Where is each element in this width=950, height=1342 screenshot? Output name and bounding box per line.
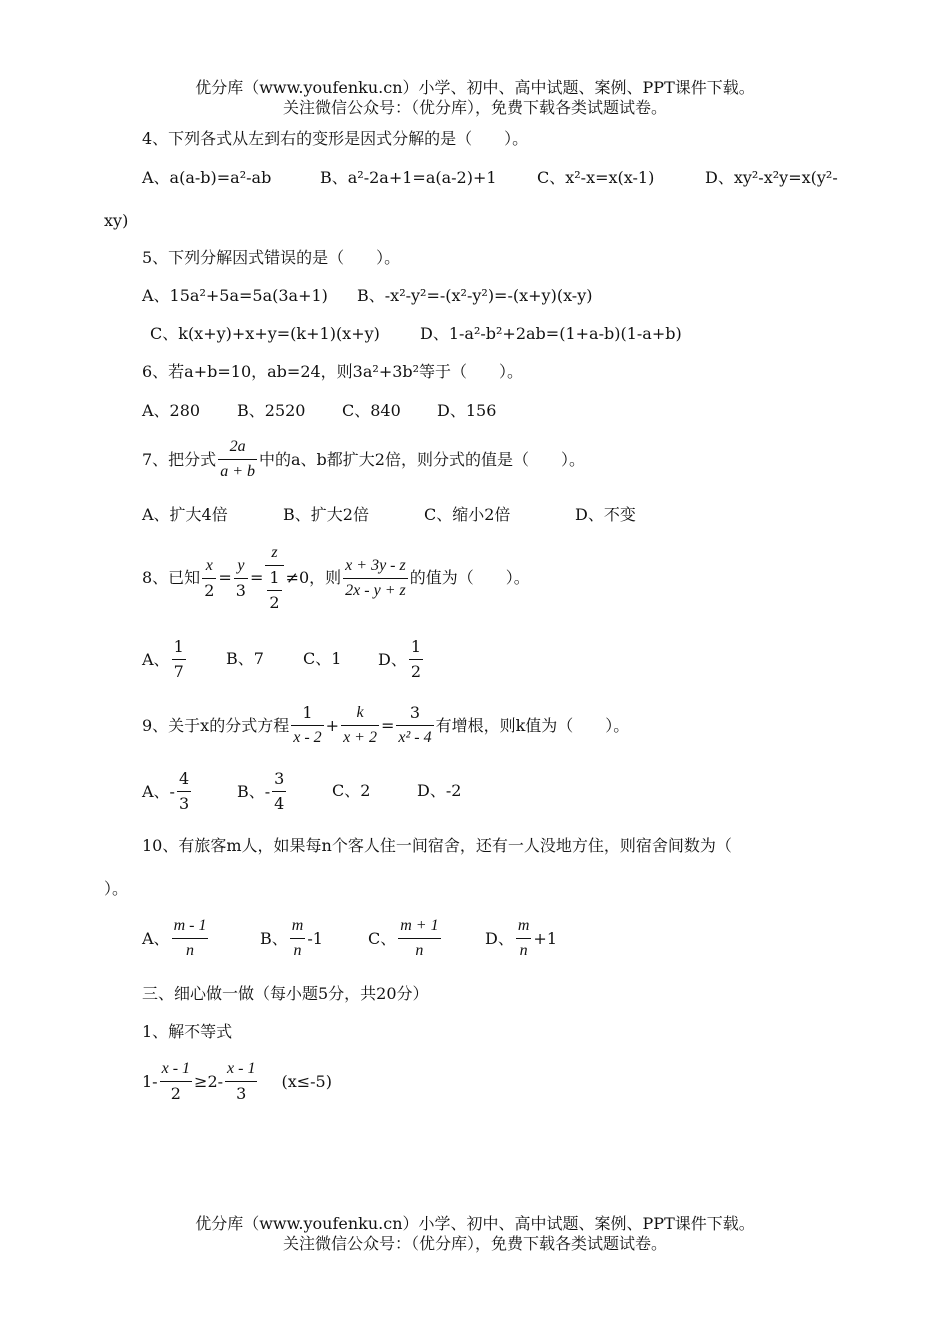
header-line-2: 关注微信公众号：（优分库），免费下载各类试题试卷。 (282, 98, 667, 117)
q5-option-d: D、1-a²-b²+2ab=(1+a-b)(1-a+b) (420, 324, 682, 343)
footer-line-2: 关注微信公众号：（优分库），免费下载各类试题试卷。 (282, 1234, 667, 1253)
q9-option-c: C、2 (332, 781, 371, 800)
q10-option-a-fraction (172, 915, 209, 962)
q9-fraction-2 (341, 702, 379, 749)
q7-option-c: C、缩小2倍 (424, 505, 511, 524)
section-3-q1-stem: 1、解不等式 (142, 1022, 233, 1041)
q8-option-a-num: 1 (172, 636, 186, 660)
q8-fraction-z-num: z (265, 542, 283, 566)
q9-option-a-den: 3 (178, 794, 190, 813)
q8-fraction-x (202, 555, 216, 602)
q5-option-b: B、-x²-y²=-(x²-y²)=-(x+y)(x-y) (357, 286, 593, 305)
q10-option-d-tail: +1 (533, 928, 557, 948)
q4-option-d-cont: xy) (104, 211, 129, 230)
q10-option-d-fraction (516, 915, 532, 962)
q8-option-a-fraction (172, 636, 186, 683)
q8-fraction-x-num: x (202, 555, 216, 579)
header-line-1: 优分库（www.youfenku.cn）小学、初中、高中试题、案例、PPT课件下载。 (195, 78, 755, 97)
q8-suffix: 的值为（ ）。 (409, 568, 530, 587)
q9-fraction-1 (291, 702, 323, 749)
q10-option-c (368, 915, 443, 962)
q8-option-b: B、7 (226, 649, 264, 668)
q7-fraction-num: 2a (218, 436, 257, 460)
q10-option-a-label: A、 (142, 928, 170, 948)
q10-option-b-den: n (293, 942, 302, 959)
q8-option-d (378, 636, 425, 683)
q9-option-b-fraction (272, 768, 286, 815)
q8-fraction-expr-den: 2x - y + z (345, 581, 406, 599)
q9-equals: = (380, 715, 395, 735)
q10-option-a-den: n (186, 942, 194, 959)
q8-option-a-den: 7 (173, 662, 184, 681)
q10-option-b-tail: -1 (307, 928, 323, 948)
q4-option-d: D、xy²-x²y=x(y²- (705, 168, 838, 187)
q10-option-b-label: B、 (260, 928, 288, 948)
q8-option-d-den: 2 (410, 662, 422, 681)
q10-option-d-label: D、 (485, 928, 514, 948)
q7-option-b: B、扩大2倍 (283, 505, 369, 524)
q9-option-b (237, 768, 288, 815)
q8-equals-1: = (218, 568, 232, 587)
q8-neq-zero: ≠0 (285, 568, 310, 587)
q8-fraction-expr (343, 555, 408, 602)
inequality-fraction-1 (160, 1058, 192, 1105)
q7-option-a: A、扩大4倍 (142, 505, 228, 524)
q10-option-d-num: m (516, 915, 532, 939)
q9-suffix: 有增根，则k值为（ ）。 (435, 715, 630, 735)
q9-plus: + (325, 715, 340, 735)
q10-option-d (485, 915, 557, 962)
q9-fraction-3-den: x² - 4 (398, 729, 432, 746)
q8-fraction-z (265, 542, 283, 614)
q10-option-c-fraction (398, 915, 440, 962)
q7-prefix: 7、把分式 (142, 449, 217, 469)
q8-option-d-num: 1 (409, 636, 423, 660)
q9-option-d: D、-2 (417, 781, 462, 800)
q9-fraction-3 (396, 702, 433, 749)
inequality-fraction-1-den: 2 (170, 1084, 181, 1103)
q9-fraction-2-den: x + 2 (343, 729, 377, 746)
inequality-fraction-2-num: x - 1 (225, 1058, 257, 1082)
q6-stem: 6、若a+b=10，ab=24，则3a²+3b²等于（ ）。 (142, 362, 524, 381)
q10-option-b (260, 915, 323, 962)
q8-fraction-x-den: 2 (204, 580, 215, 600)
q4-option-c: C、x²-x=x(x-1) (537, 168, 655, 187)
q10-option-a-num: m - 1 (172, 915, 209, 939)
section-3-q1-inequality (142, 1058, 332, 1105)
inequality-fraction-2-den: 3 (236, 1084, 247, 1103)
q10-option-d-den: n (519, 942, 528, 959)
q10-option-c-label: C、 (368, 928, 397, 948)
q9-fraction-3-num: 3 (396, 702, 433, 726)
q9-option-a (142, 768, 193, 815)
q8-mid: ，则 (309, 568, 342, 587)
q9-option-b-num: 3 (272, 768, 286, 792)
q10-option-c-den: n (415, 942, 424, 959)
q5-option-c: C、k(x+y)+x+y=(k+1)(x+y) (150, 324, 380, 343)
q4-stem: 4、下列各式从左到右的变形是因式分解的是（ ）。 (142, 129, 529, 148)
q8-equals-2: = (249, 568, 264, 587)
inequality-mid: ≥2- (194, 1071, 224, 1091)
q5-option-a: A、15a²+5a=5a(3a+1) (142, 286, 328, 305)
q9-option-b-label: B、- (237, 781, 271, 801)
q5-stem: 5、下列分解因式错误的是（ ）。 (142, 248, 401, 267)
q10-option-c-num: m + 1 (398, 915, 440, 939)
q6-option-b: B、2520 (237, 401, 306, 420)
q10-option-a (142, 915, 210, 962)
q7-stem (142, 436, 585, 483)
q6-option-a: A、280 (142, 401, 201, 420)
q9-option-b-den: 4 (274, 794, 285, 813)
q8-fraction-z-den (265, 566, 283, 614)
q7-option-d: D、不变 (575, 505, 636, 524)
q8-fraction-expr-num: x + 3y - z (343, 555, 408, 579)
q6-option-d: D、156 (437, 401, 497, 420)
q10-stem-cont: ）。 (104, 879, 129, 898)
q8-option-c: C、1 (303, 649, 342, 668)
q8-prefix: 8、已知 (142, 568, 201, 587)
q7-fraction-den: a + b (220, 463, 255, 480)
q10-option-b-num: m (290, 915, 306, 939)
q9-fraction-1-den: x - 2 (293, 729, 322, 746)
q9-option-a-fraction (177, 768, 191, 815)
q4-option-b: B、a²-2a+1=a(a-2)+1 (320, 168, 497, 187)
q8-option-d-label: D、 (378, 649, 407, 669)
q10-stem: 10、有旅客m人，如果每n个客人住一间宿舍，还有一人没地方住，则宿舍间数为（ (142, 836, 732, 855)
q8-option-a-label: A、 (142, 649, 170, 669)
q8-inner-den: 2 (269, 593, 280, 612)
q10-option-b-fraction (290, 915, 306, 962)
q9-fraction-1-num: 1 (291, 702, 323, 726)
q9-prefix: 9、关于x的分式方程 (142, 715, 290, 735)
q4-option-a: A、a(a-b)=a²-ab (142, 168, 272, 187)
q9-stem (142, 702, 629, 749)
q9-option-a-num: 4 (177, 768, 191, 792)
q8-fraction-y-den: 3 (235, 580, 246, 600)
inequality-lead: 1- (142, 1071, 158, 1091)
q6-option-c: C、840 (342, 401, 401, 420)
footer-line-1: 优分库（www.youfenku.cn）小学、初中、高中试题、案例、PPT课件下载。 (195, 1214, 755, 1233)
q8-option-a (142, 636, 188, 683)
inequality-fraction-1-num: x - 1 (160, 1058, 192, 1082)
q8-fraction-y-num: y (234, 555, 248, 579)
q8-fraction-y (234, 555, 248, 602)
q8-inner-num: 1 (267, 567, 281, 591)
q9-option-a-label: A、- (142, 781, 175, 801)
q7-fraction (218, 436, 257, 483)
q8-option-d-fraction (409, 636, 423, 683)
section-3-title: 三、细心做一做（每小题5分，共20分） (142, 984, 429, 1003)
q9-fraction-2-num: k (341, 702, 379, 726)
inequality-fraction-2 (225, 1058, 257, 1105)
q7-suffix: 中的a、b都扩大2倍，则分式的值是（ ）。 (258, 449, 585, 469)
q8-stem (142, 542, 530, 614)
inequality-answer: (x≤-5) (281, 1071, 332, 1091)
